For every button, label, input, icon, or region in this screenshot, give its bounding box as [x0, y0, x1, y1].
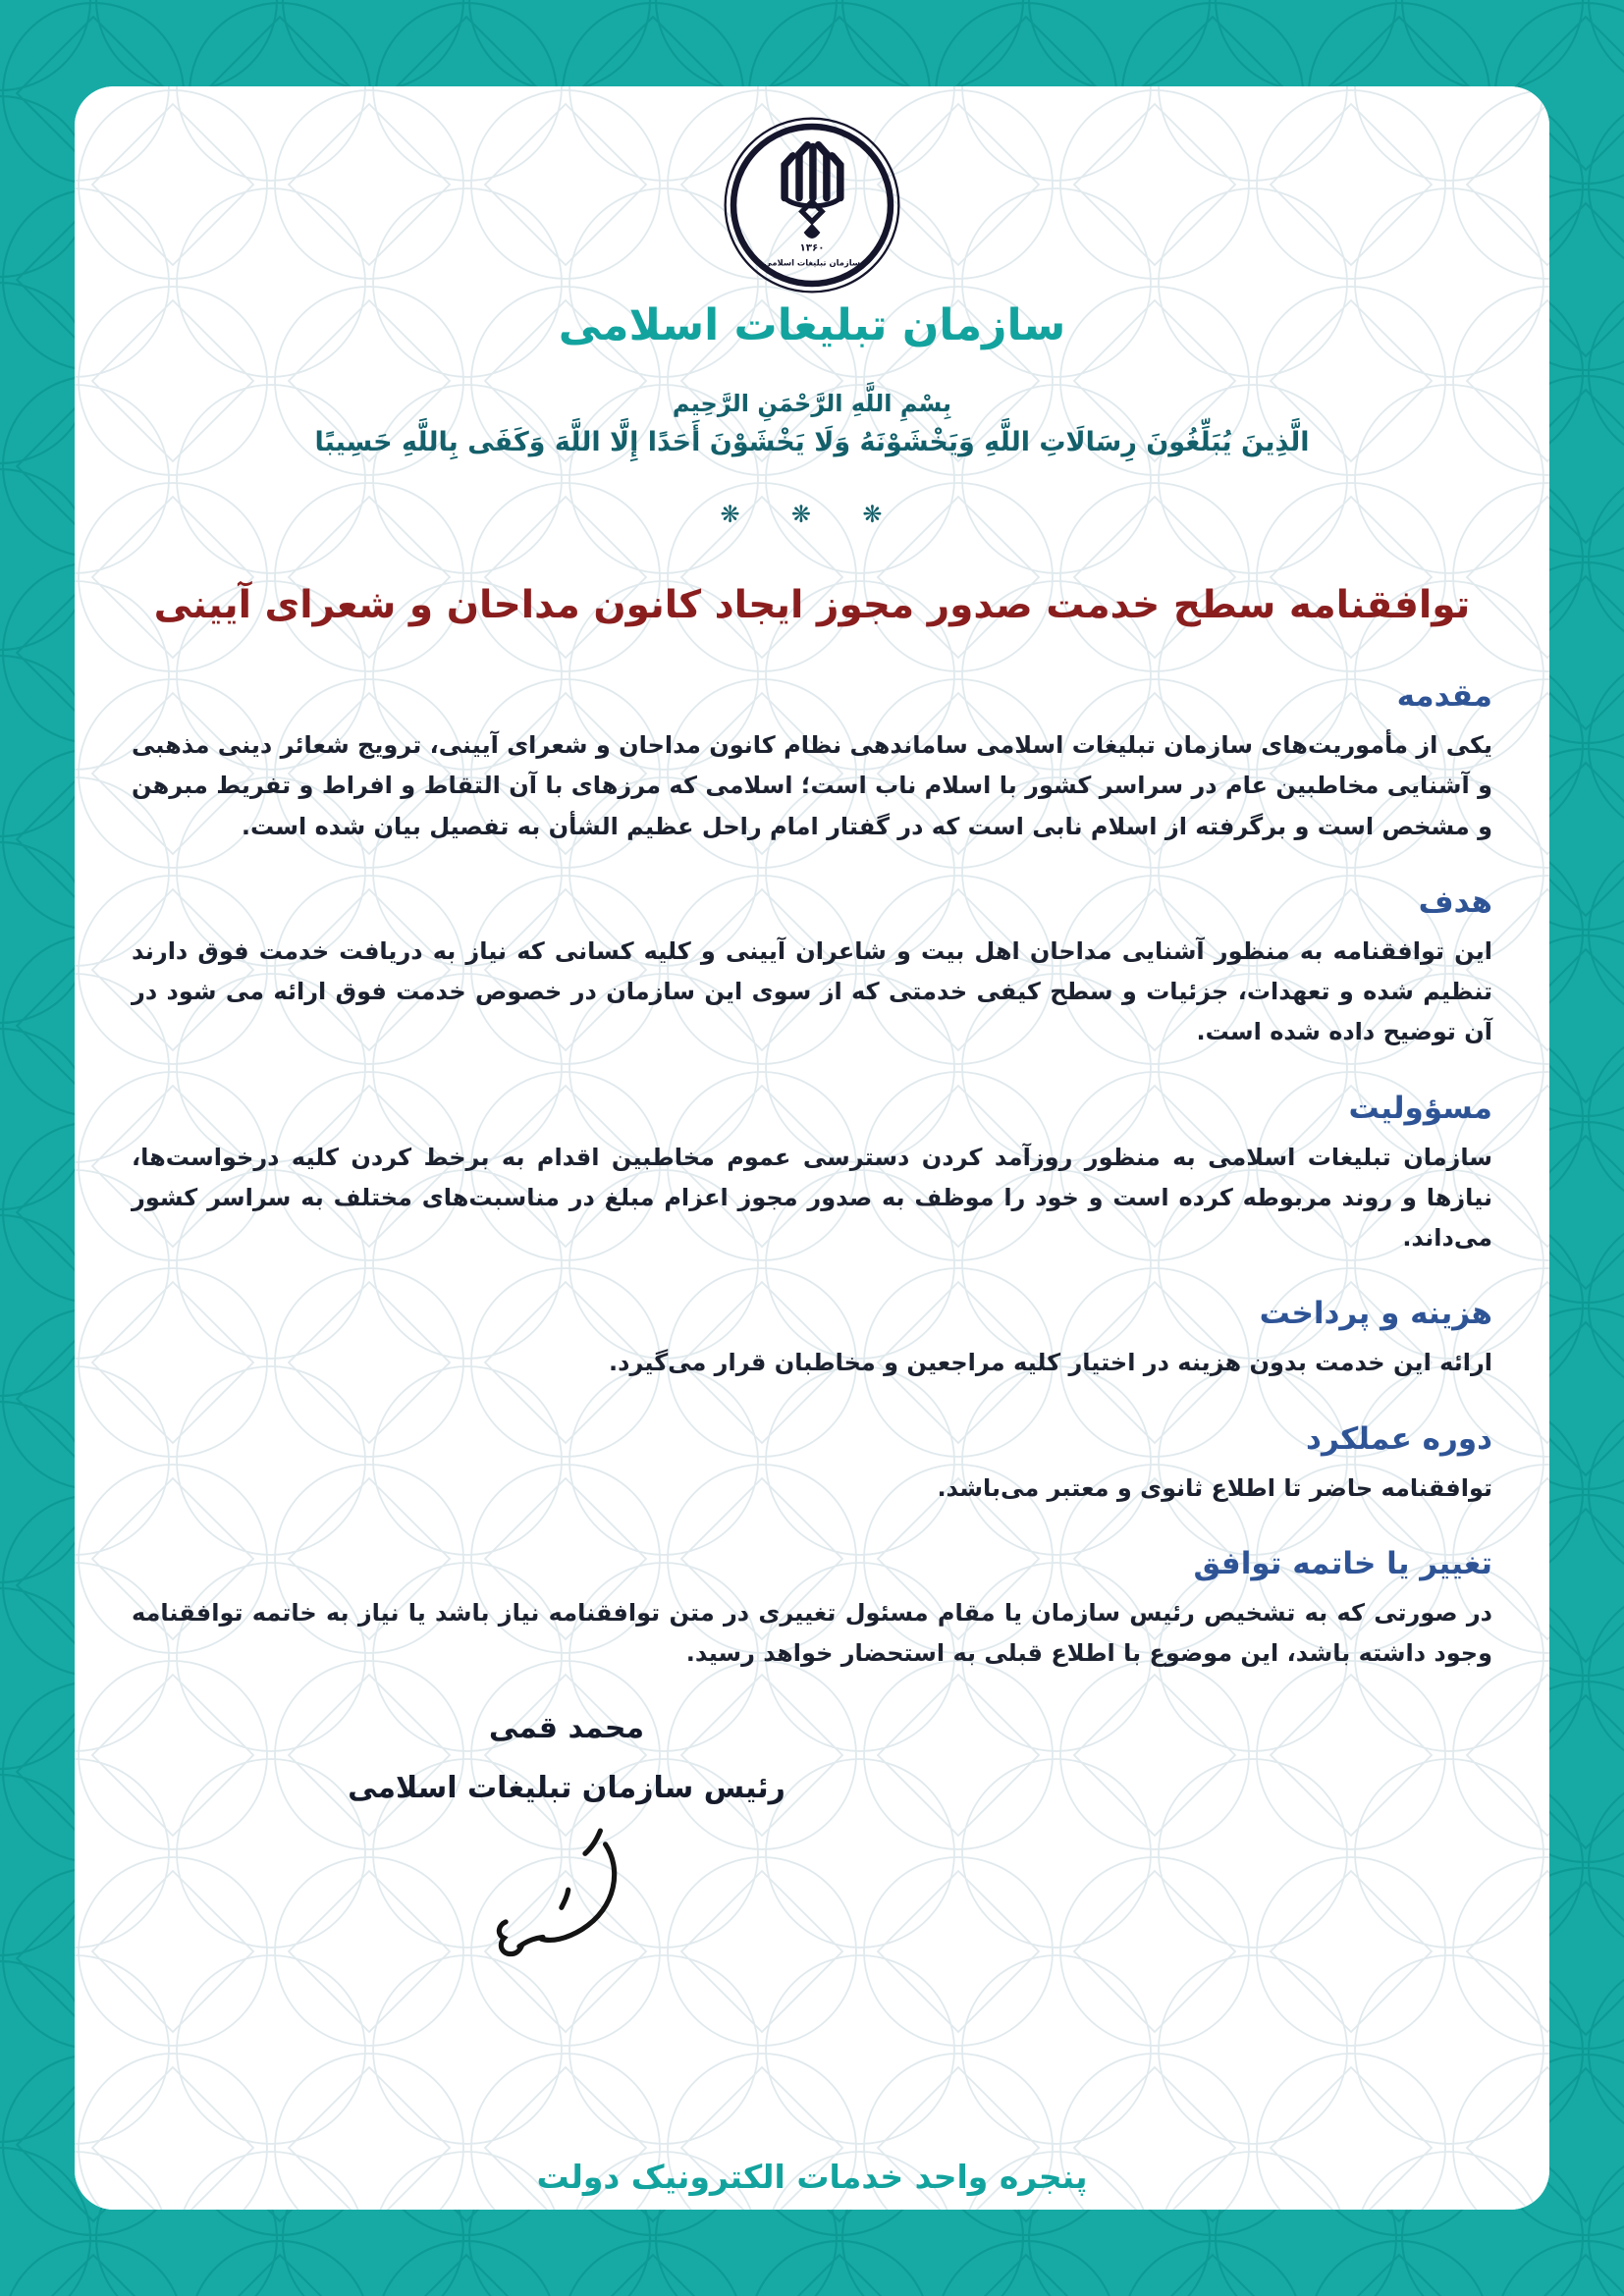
- section-body: سازمان تبلیغات اسلامی به منظور روزآمد کردن دسترسی عموم مخاطبین اقدام به برخط کردن کلیه درخواست‌ها، نیازها و روند مربوطه کرده است و خود را موظف به صدور مجوز اعزام مبلغ در مناسبت‌های مختلف به سراسر کشور می‌داند.: [132, 1143, 1492, 1253]
- footer-text: پنجره واحد خدمات الکترونیک دولت: [536, 2158, 1088, 2196]
- section-change-termination: [132, 1546, 1492, 1675]
- organization-emblem-icon: [721, 114, 903, 296]
- section-body: این توافقنامه به منظور آشنایی مداحان اهل بیت و شاعران آیینی و کلیه کسانی که نیاز به دریافت خدمت فوق دارند تنظیم شده و تعهدات، جزئیات و سطح کیفی خدمتی که از سوی این سازمان در خصوص خدمت فوق ارائه می شود در آن توضیح داده شده است.: [132, 936, 1492, 1046]
- signature-block: [75, 1711, 1247, 1988]
- section-purpose: [132, 884, 1492, 1053]
- logo-inner-text: سازمان تبلیغات اسلامی: [763, 257, 861, 268]
- asterisk-separator: ❋ ❋ ❋: [720, 501, 904, 528]
- section-heading: دوره عملکرد: [1306, 1420, 1492, 1457]
- section-heading: هزینه و پرداخت: [1259, 1296, 1492, 1332]
- document-content: [75, 86, 1549, 2210]
- section-heading: هدف: [1418, 883, 1492, 920]
- signatory-role: رئیس سازمان تبلیغات اسلامی: [348, 1771, 785, 1806]
- section-heading: مسؤولیت: [1348, 1090, 1492, 1126]
- section-body: توافقنامه حاضر تا اطلاع ثانوی و معتبر می‌باشد.: [937, 1473, 1492, 1502]
- document-title: توافقنامه سطح خدمت صدور مجوز ایجاد کانون مداحان و شعرای آیینی: [153, 583, 1471, 627]
- signature-scribble: [75, 1819, 1247, 1988]
- section-body: در صورتی که به تشخیص رئیس سازمان یا مقام مسئول تغییری در متن توافقنامه نیاز باشد یا نیاز به خاتمه توافقنامه وجود داشته باشد، این موضوع با اطلاع قبلی به استحضار خواهد رسید.: [132, 1598, 1492, 1668]
- section-cost-payment: [132, 1296, 1492, 1383]
- section-introduction: [132, 678, 1492, 847]
- quran-verse-text: الَّذِينَ يُبَلِّغُونَ رِسَالَاتِ اللَّهِ وَيَخْشَوْنَهُ وَلَا يَخْشَوْنَ أَحَدًا إِلَّا اللَّهَ وَكَفَى بِاللَّهِ حَسِيبًا: [314, 427, 1310, 457]
- section-responsibility: [132, 1091, 1492, 1259]
- logo-year: ۱۳۶۰: [799, 242, 825, 254]
- section-heading: تغییر یا خاتمه توافق: [1193, 1545, 1492, 1581]
- section-heading: مقدمه: [1396, 678, 1492, 714]
- bismillah-text: بِسْمِ اللَّهِ الرَّحْمَنِ الرَّحِيم: [672, 390, 952, 417]
- signature-scribble-icon: [463, 1819, 670, 1988]
- section-body: یکی از مأموریت‌های سازمان تبلیغات اسلامی ساماندهی نظام کانون مداحان و شعرای آیینی، ترویج شعائر دینی مذهبی و آشنایی مخاطبین عام در سراسر کشور با اسلام ناب است؛ اسلامی که مرزهای با آن التقاط و افراط و تفریط مبرهن و مشخص است و برگرفته از اسلام نابی است که در گفتار امام راحل عظیم الشأن به تفصیل بیان شده است.: [132, 731, 1492, 840]
- organization-name-calligraphy: سازمان تبلیغات اسلامی: [558, 300, 1066, 350]
- organization-logo: [132, 114, 1492, 296]
- section-performance-period: [132, 1421, 1492, 1509]
- signatory-name: محمد قمی: [488, 1711, 645, 1746]
- sections-container: [132, 678, 1492, 1674]
- section-body: ارائه این خدمت بدون هزینه در اختیار کلیه مراجعین و مخاطبان قرار می‌گیرد.: [609, 1349, 1492, 1377]
- document-page: [75, 86, 1549, 2210]
